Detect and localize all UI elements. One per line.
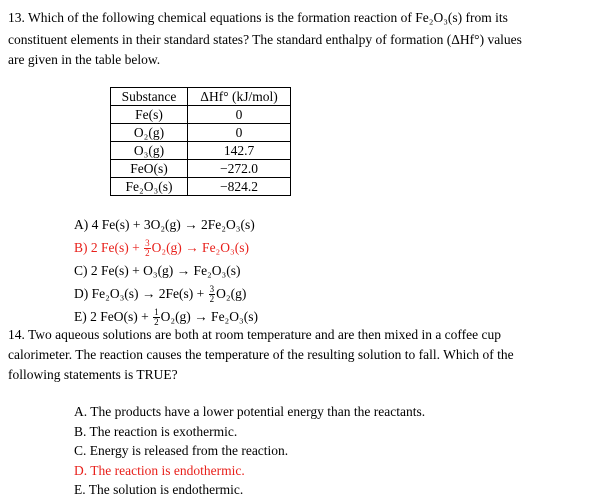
value-cell: −824.2 [188,178,291,196]
q13-line-3: are given in the table below. [8,52,161,67]
choice-d-prefix: D) Fe₂O₃(s) → 2Fe(s) + [74,286,208,301]
value-cell: 0 [188,106,291,124]
value-cell: 142.7 [188,142,291,160]
question-13 [8,8,522,70]
substance-cell: Fe₂O₃(s) [111,178,188,196]
choice-e-prefix: E) 2 FeO(s) + [74,309,153,324]
value-cell: 0 [188,124,291,142]
table-row [111,142,291,160]
choice-a[interactable]: A) 4 Fe(s) + 3O₂(g) → 2Fe₂O₃(s) [74,217,255,232]
option-b[interactable]: B. The reaction is exothermic. [74,423,238,439]
substance-cell: FeO(s) [111,160,188,178]
option-a[interactable]: A. The products have a lower potential energy than the reactants. [74,404,426,419]
enthalpy-table [110,87,291,196]
fraction-one-half: $\frac{1}{2}$ [154,307,159,328]
substance-cell: O₂(g) [111,124,188,142]
fraction-three-halves: $\frac{3}{2}$ [209,284,215,305]
option-d[interactable]: D. The reaction is endothermic. [74,462,245,478]
q14-line-1: 14. Two aqueous solutions are both at room temperature and are then mixed in a coffee cup [8,327,502,342]
option-e[interactable]: E. The solution is endothermic. [74,482,244,497]
choice-e-suffix: O₂(g) → Fe₂O₃(s) [160,309,258,324]
q13-choices [74,213,258,328]
q13-line-2: constituent elements in their standard states? The standard enthalpy of formation (ΔHf°) values [8,32,522,47]
choice-c[interactable]: C) 2 Fe(s) + O₃(g) → Fe₂O₃(s) [74,263,241,278]
option-c[interactable]: C. Energy is released from the reaction. [74,443,289,458]
fraction-three-halves: $\frac{3}{2}$ [145,238,150,259]
substance-cell: O₃(g) [111,142,188,160]
q14-line-3: following statements is TRUE? [8,367,178,382]
q14-line-2: calorimeter. The reaction causes the temperature of the resulting solution to fall. Which of the [8,347,514,362]
substance-cell: Fe(s) [111,106,188,124]
table-header-row [111,88,291,106]
choice-b[interactable] [74,236,258,259]
table-row [111,106,291,124]
choice-b-suffix: O₂(g) → Fe₂O₃(s) [151,240,249,255]
header-enthalpy: ΔHf° (kJ/mol) [188,88,291,106]
choice-b-prefix: B) 2 Fe(s) + [74,240,144,255]
choice-d-suffix: O₂(g) [216,286,247,301]
table-row [111,178,291,196]
header-substance: Substance [111,88,188,106]
table-row [111,124,291,142]
q13-line-1: 13. Which of the following chemical equations is the formation reaction of Fe₂O₃(s) from its [8,10,508,25]
question-14 [8,325,514,385]
table-row [111,160,291,178]
q14-options [74,402,425,500]
choice-d[interactable] [74,282,258,305]
value-cell: −272.0 [188,160,291,178]
